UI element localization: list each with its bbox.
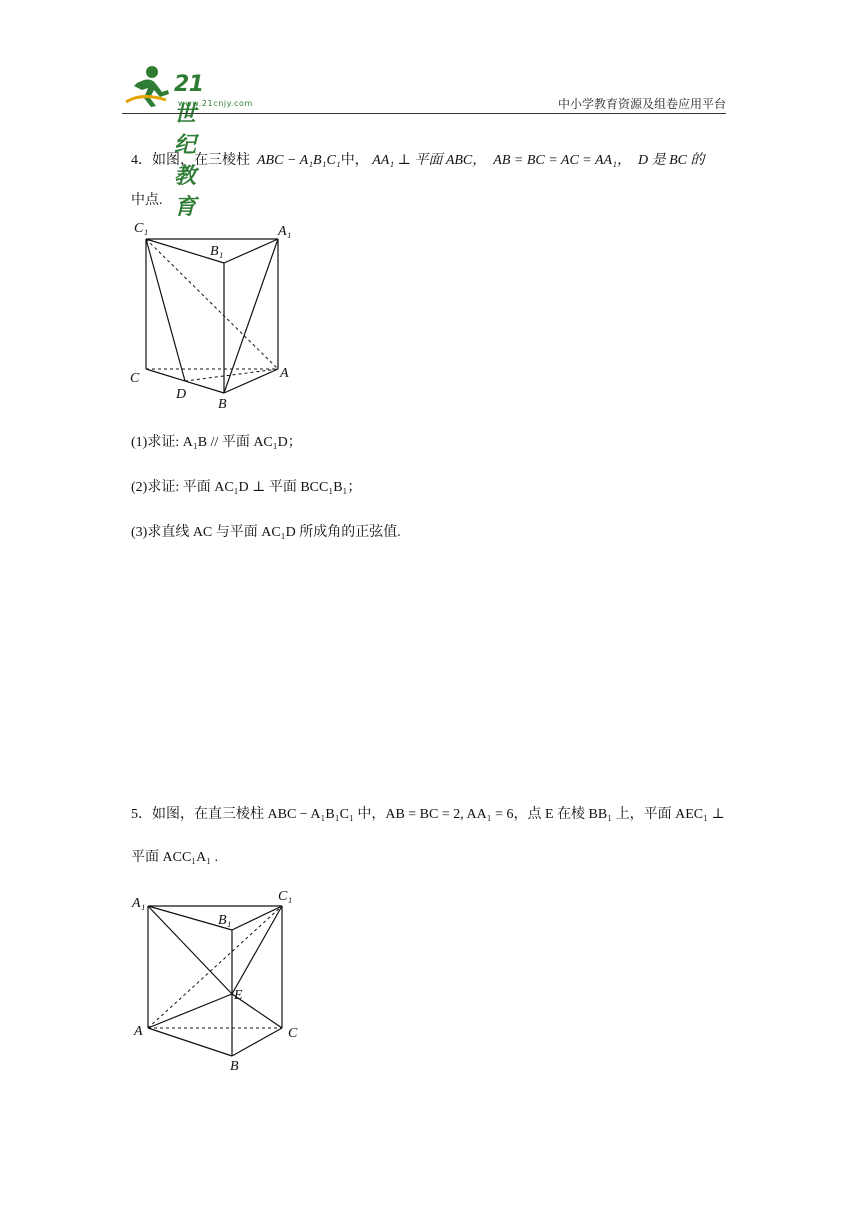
q4-perp: AA₁ ⊥ 平面 ABC， [372, 153, 487, 168]
q5-stem-line2: 平面 ACC₁A₁ . [131, 850, 219, 865]
q4-intro: 如图，在三棱柱 [152, 153, 250, 168]
runner-logo-icon [122, 62, 174, 108]
q5-stem-line1 [131, 803, 725, 823]
q4-equal: AB = BC = AC = AA₁， [493, 153, 631, 168]
q4-prism-figure [120, 215, 300, 415]
logo-text: 21世纪教育 [174, 72, 204, 220]
label-D: D [176, 387, 187, 402]
q4-number: 4． [131, 153, 152, 168]
q4-part3: (3)求直线 AC 与平面 AC₁D 所成角的正弦值. [131, 525, 401, 540]
label-B1: B₁ [218, 913, 232, 928]
label-C: C [130, 371, 140, 386]
label-B1: B₁ [210, 244, 224, 259]
label-B: B [218, 397, 227, 412]
label-E: E [234, 988, 243, 1003]
q5-text: 如图，在直三棱柱 ABC − A₁B₁C₁ 中，AB = BC = 2, AA₁ = 6，点 E 在棱 BB₁ 上，平面 AEC₁ ⊥ [152, 807, 725, 822]
q4-mid: 中， [340, 153, 369, 168]
label-C1: C₁ [134, 221, 149, 236]
q4-part1: (1)求证: A₁B // 平面 AC₁D； [131, 435, 302, 450]
label-A1: A₁ [278, 224, 292, 239]
q4-prism: ABC − A₁B₁C₁ [257, 153, 341, 168]
logo-url: www.21cnjy.com [178, 99, 253, 108]
label-A: A [280, 366, 289, 381]
header-divider [122, 113, 726, 114]
label-A: A [134, 1024, 143, 1039]
q5-number: 5． [131, 807, 152, 822]
q4-part2: (2)求证: 平面 AC₁D ⊥ 平面 BCC₁B₁； [131, 480, 362, 495]
label-C1: C₁ [278, 889, 293, 904]
label-C: C [288, 1026, 298, 1041]
label-B: B [230, 1059, 239, 1074]
q4-tail: D 是 BC 的 [637, 153, 705, 168]
label-A1: A₁ [132, 896, 146, 911]
q5-prism-figure [126, 880, 316, 1080]
q4-stem-line2: 中点. [131, 193, 163, 208]
platform-name: 中小学教育资源及组卷应用平台 [557, 97, 726, 111]
q4-stem-line1 [131, 149, 704, 169]
